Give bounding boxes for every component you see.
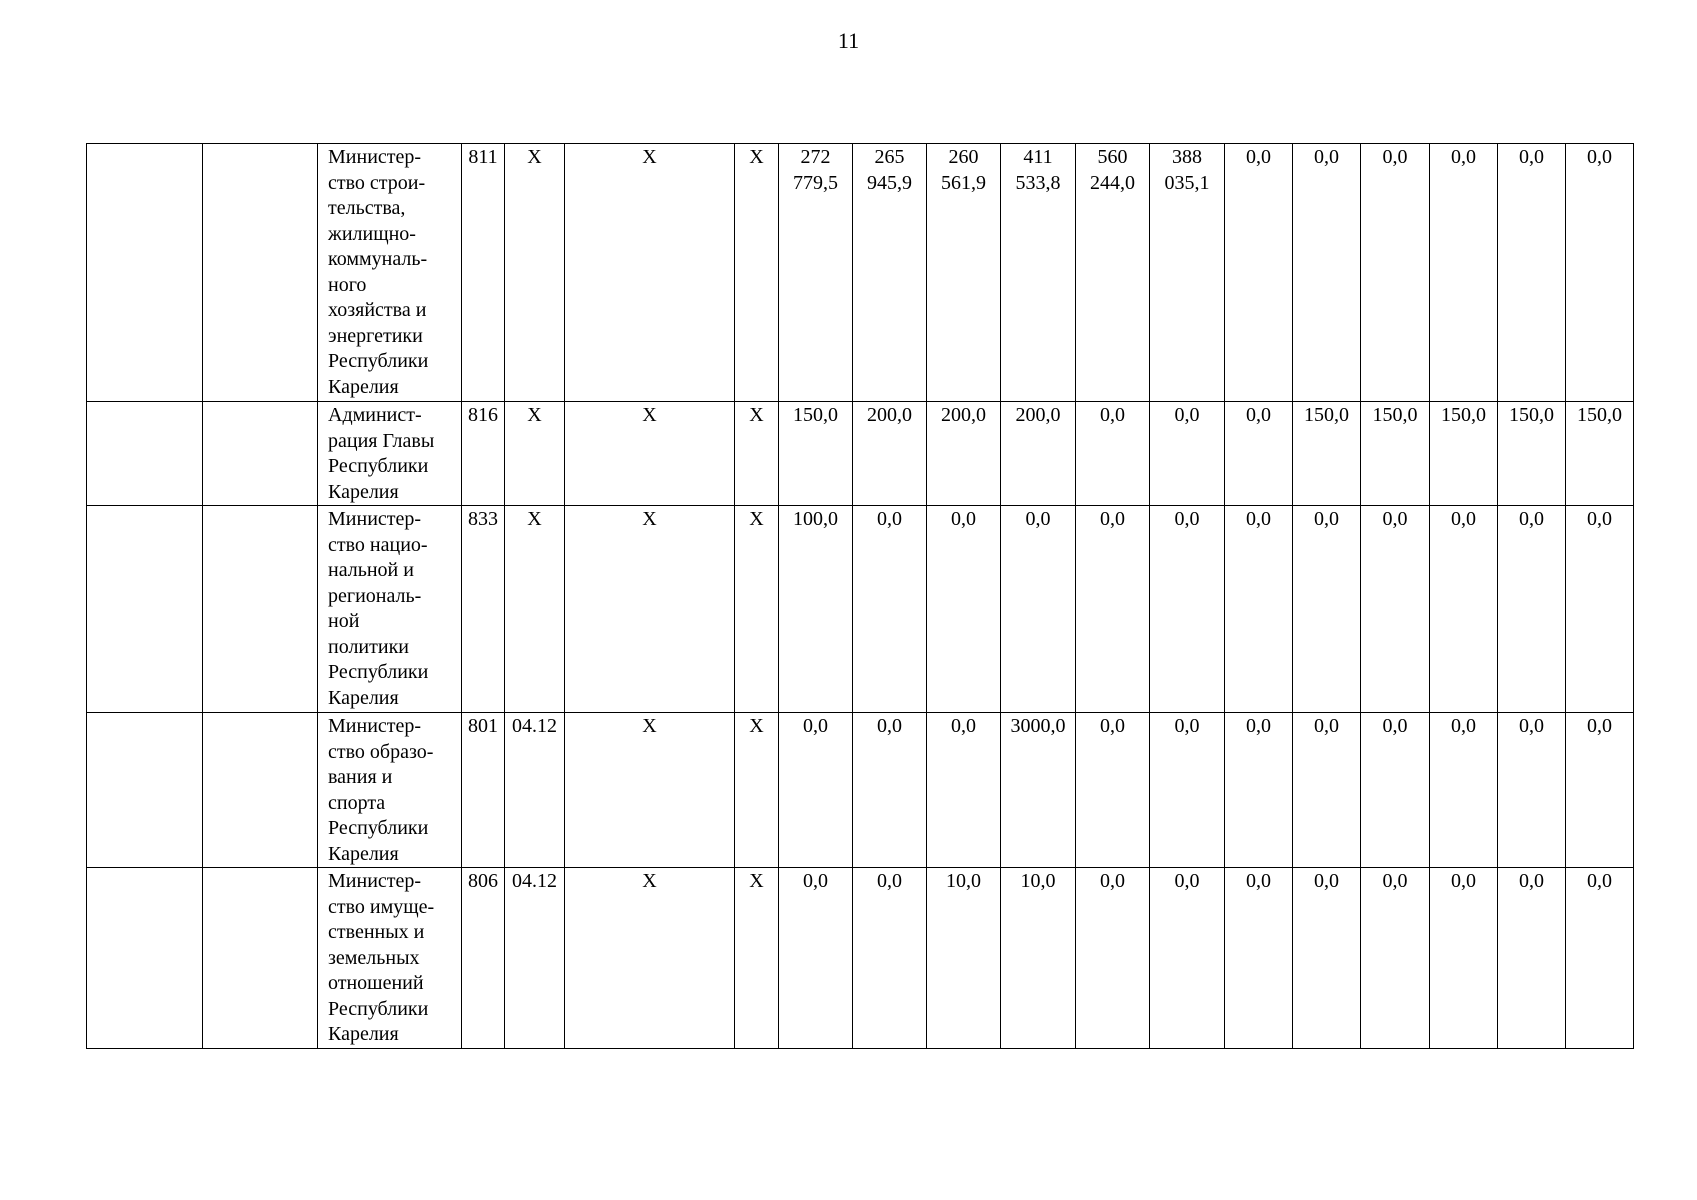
empty-cell	[203, 402, 318, 506]
table-row	[87, 402, 1634, 506]
expense-type-cell: X	[735, 144, 779, 402]
value-cell: 272 779,5	[779, 144, 853, 402]
empty-cell	[203, 506, 318, 713]
value-cell: 0,0	[1293, 713, 1361, 868]
value-cell: 0,0	[1150, 713, 1225, 868]
value-cell: 0,0	[1225, 868, 1293, 1049]
value-cell: 0,0	[1498, 144, 1566, 402]
value-cell: 260 561,9	[927, 144, 1001, 402]
empty-cell	[203, 144, 318, 402]
grbs-code-cell: 833	[462, 506, 505, 713]
budget-table	[86, 143, 1634, 1049]
empty-cell	[203, 868, 318, 1049]
grbs-code-cell: 811	[462, 144, 505, 402]
value-cell: 0,0	[1225, 506, 1293, 713]
table-row	[87, 713, 1634, 868]
value-cell: 0,0	[1430, 868, 1498, 1049]
section-code-cell: X	[505, 402, 565, 506]
value-cell: 0,0	[1566, 868, 1634, 1049]
empty-cell	[87, 713, 203, 868]
value-cell: 0,0	[1225, 713, 1293, 868]
expense-type-cell: X	[735, 868, 779, 1049]
expense-type-cell: X	[735, 402, 779, 506]
value-cell: 100,0	[779, 506, 853, 713]
table-body	[87, 144, 1634, 1049]
value-cell: 0,0	[1498, 506, 1566, 713]
value-cell: 411 533,8	[1001, 144, 1076, 402]
target-article-cell: X	[565, 713, 735, 868]
value-cell: 0,0	[779, 713, 853, 868]
value-cell: 0,0	[1076, 506, 1150, 713]
value-cell: 0,0	[927, 506, 1001, 713]
value-cell: 200,0	[1001, 402, 1076, 506]
target-article-cell: X	[565, 144, 735, 402]
value-cell: 0,0	[1076, 868, 1150, 1049]
value-cell: 0,0	[1361, 506, 1430, 713]
value-cell: 0,0	[1498, 713, 1566, 868]
grbs-code-cell: 806	[462, 868, 505, 1049]
grbs-code-cell: 801	[462, 713, 505, 868]
empty-cell	[87, 402, 203, 506]
value-cell: 10,0	[927, 868, 1001, 1049]
value-cell: 0,0	[1430, 144, 1498, 402]
value-cell: 150,0	[1361, 402, 1430, 506]
value-cell: 200,0	[853, 402, 927, 506]
value-cell: 0,0	[853, 868, 927, 1049]
empty-cell	[87, 144, 203, 402]
value-cell: 0,0	[1293, 868, 1361, 1049]
value-cell: 0,0	[779, 868, 853, 1049]
value-cell: 0,0	[1076, 713, 1150, 868]
value-cell: 0,0	[1150, 506, 1225, 713]
organization-cell: Министер- ство нацио- нальной и региональ- ной политики Республики Карелия	[318, 506, 462, 713]
value-cell: 150,0	[1293, 402, 1361, 506]
empty-cell	[87, 868, 203, 1049]
table-row	[87, 506, 1634, 713]
value-cell: 0,0	[1361, 144, 1430, 402]
value-cell: 0,0	[1293, 506, 1361, 713]
value-cell: 0,0	[1361, 868, 1430, 1049]
section-code-cell: 04.12	[505, 868, 565, 1049]
section-code-cell: 04.12	[505, 713, 565, 868]
value-cell: 388 035,1	[1150, 144, 1225, 402]
value-cell: 0,0	[1150, 868, 1225, 1049]
target-article-cell: X	[565, 402, 735, 506]
value-cell: 150,0	[1498, 402, 1566, 506]
value-cell: 150,0	[1566, 402, 1634, 506]
organization-cell: Админист- рация Главы Республики Карелия	[318, 402, 462, 506]
value-cell: 0,0	[853, 713, 927, 868]
value-cell: 0,0	[1225, 144, 1293, 402]
table-row	[87, 868, 1634, 1049]
value-cell: 0,0	[1150, 402, 1225, 506]
organization-cell: Министер- ство строи- тельства, жилищно- коммуналь- ного хозяйства и энергетики Республики Карелия	[318, 144, 462, 402]
value-cell: 0,0	[1225, 402, 1293, 506]
organization-cell: Министер- ство имуще- ственных и земельных отношений Республики Карелия	[318, 868, 462, 1049]
target-article-cell: X	[565, 868, 735, 1049]
value-cell: 560 244,0	[1076, 144, 1150, 402]
empty-cell	[203, 713, 318, 868]
value-cell: 10,0	[1001, 868, 1076, 1049]
value-cell: 150,0	[1430, 402, 1498, 506]
value-cell: 0,0	[1076, 402, 1150, 506]
value-cell: 3000,0	[1001, 713, 1076, 868]
page-number: 11	[837, 28, 860, 53]
value-cell: 200,0	[927, 402, 1001, 506]
value-cell: 0,0	[1430, 713, 1498, 868]
value-cell: 0,0	[1566, 713, 1634, 868]
organization-cell: Министер- ство образо- вания и спорта Республики Карелия	[318, 713, 462, 868]
value-cell: 0,0	[1498, 868, 1566, 1049]
section-code-cell: X	[505, 144, 565, 402]
target-article-cell: X	[565, 506, 735, 713]
grbs-code-cell: 816	[462, 402, 505, 506]
value-cell: 0,0	[1430, 506, 1498, 713]
value-cell: 0,0	[853, 506, 927, 713]
value-cell: 0,0	[1566, 506, 1634, 713]
value-cell: 265 945,9	[853, 144, 927, 402]
empty-cell	[87, 506, 203, 713]
value-cell: 0,0	[1361, 713, 1430, 868]
expense-type-cell: X	[735, 506, 779, 713]
value-cell: 150,0	[779, 402, 853, 506]
value-cell: 0,0	[1566, 144, 1634, 402]
section-code-cell: X	[505, 506, 565, 713]
value-cell: 0,0	[1293, 144, 1361, 402]
value-cell: 0,0	[1001, 506, 1076, 713]
value-cell: 0,0	[927, 713, 1001, 868]
table-row	[87, 144, 1634, 402]
expense-type-cell: X	[735, 713, 779, 868]
